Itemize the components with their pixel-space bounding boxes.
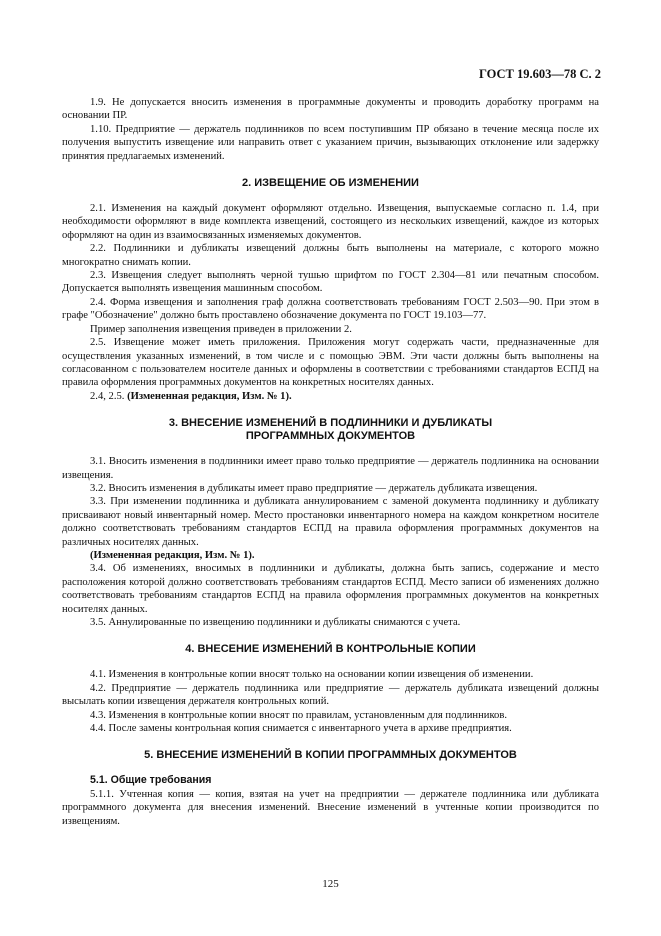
paragraph-1-9: 1.9. Не допускается вносить изменения в программные документы и проводить доработку программ на основании ПР. [62,97,599,122]
amendment-note-2 [62,390,599,403]
amendment-note-3: (Измененная редакция, Изм. № 1). [90,549,255,561]
paragraph-5-1-1: 5.1.1. Учтенная копия — копия, взятая на учет на предприятии — держателе подлинника или дубликата программного документа для внесения изменений. Внесение изменений в учтенные копии производится по извещениям. [62,788,599,827]
paragraph-3-2: 3.2. Вносить изменения в дубликаты имеет право предприятие — держатель дубликата извещения. [90,482,538,494]
paragraph-2-3: 2.3. Извещения следует выполнять черной тушью шрифтом по ГОСТ 2.304—81 или печатным способом. Допускается выполнять извещения машинным способом. [62,270,599,295]
section-3-title-line2: ПРОГРАММНЫХ ДОКУМЕНТОВ [245,430,416,443]
section-3-title-line1: 3. ВНЕСЕНИЕ ИЗМЕНЕНИЙ В ПОДЛИННИКИ И ДУБЛИКАТЫ [168,417,493,430]
amendment-note-2-prefix: 2.4, 2.5. [90,390,125,402]
paragraph-3-5: 3.5. Аннулированные по извещению подлинники и дубликаты снимаются с учета. [90,617,461,628]
section-4-title: 4. ВНЕСЕНИЕ ИЗМЕНЕНИЙ В КОНТРОЛЬНЫЕ КОПИИ [185,643,476,656]
paragraph-2-5: 2.5. Извещение может иметь приложения. Приложения могут содержать части, предназначенные для осуществления указанных изменений, в том числе и с помощью ЭВМ. Эти части должны быть выполнены на согласованном с пользователем носителе данных и оформлены в соответствии с требованиями стандартов ЕСПД на правила оформления программных документов на конкретных носителях данных. [62,337,599,389]
paragraph-3-4: 3.4. Об изменениях, вносимых в подлинники и дубликаты, должна быть запись, содержание и место расположения которой должно соответствовать требованиям стандартов ЕСПД. Место записи об изменениях должно соответствовать требованиям стандартов ЕСПД на правила оформления программных документов на конкретных носителях данных. [62,563,599,615]
paragraph-example: Пример заполнения извещения приведен в приложении 2. [90,323,352,335]
page-header: ГОСТ 19.603—78 С. 2 [478,67,601,81]
paragraph-4-3: 4.3. Изменения в контрольные копии вносят по правилам, установленным для подлинников. [90,709,507,721]
paragraph-3-3: 3.3. При изменении подлинника и дубликата аннулированием с заменой документа подлиннику и дубликату присваивают новый инвентарный номер. Место простановки инвентарного номера на каждом конкретном носителе должно соответствовать требованиям стандартов ЕСПД на правила оформления программных документов на различных носителях данных. [62,496,599,548]
page-number: 125 [322,878,339,890]
section-2-title: 2. ИЗВЕЩЕНИЕ ОБ ИЗМЕНЕНИИ [242,177,419,190]
subsection-5-1-title: 5.1. Общие требования [90,774,212,787]
section-5-title: 5. ВНЕСЕНИЕ ИЗМЕНЕНИЙ В КОПИИ ПРОГРАММНЫХ ДОКУМЕНТОВ [144,749,517,762]
amendment-note-2-text: (Измененная редакция, Изм. № 1). [127,390,292,402]
paragraph-1-10: 1.10. Предприятие — держатель подлинников по всем поступившим ПР обязано в течение месяца после их получения выпустить извещение или направить ответ с указанием причин, вызывающих отклонение или задержку принятия предлагаемых изменений. [62,123,599,162]
paragraph-2-1: 2.1. Изменения на каждый документ оформляют отдельно. Извещения, выпускаемые согласно п. 1.4, при необходимости оформляют в виде комплекта извещений, состоящего из нескольких извещений, каждое из которых оформляют на один из взаимосвязанных изменяемых документов. [62,203,599,241]
paragraph-2-4: 2.4. Форма извещения и заполнения граф должна соответствовать требованиям ГОСТ 2.503—90. При этом в графе "Обозначение" должно быть проставлено обозначение документа по ГОСТ 19.103—77. [62,296,599,322]
paragraph-3-1: 3.1. Вносить изменения в подлинники имеет право только предприятие — держатель подлинника на основании извещения. [62,456,599,481]
paragraph-2-2: 2.2. Подлинники и дубликаты извещений должны быть выполнены на материале, с которого можно многократно снимать копии. [62,243,599,268]
section-3-title [62,417,599,443]
paragraph-4-4: 4.4. После замены контрольная копия снимается с инвентарного учета в архиве предприятия. [90,723,512,735]
paragraph-4-1: 4.1. Изменения в контрольные копии вносят только на основании копии извещения об изменении. [90,669,534,681]
document-body [62,96,599,828]
paragraph-4-2: 4.2. Предприятие — держатель подлинника или предприятие — держатель дубликата извещений должны высылать копии извещения держателя контрольных копий. [62,682,599,708]
